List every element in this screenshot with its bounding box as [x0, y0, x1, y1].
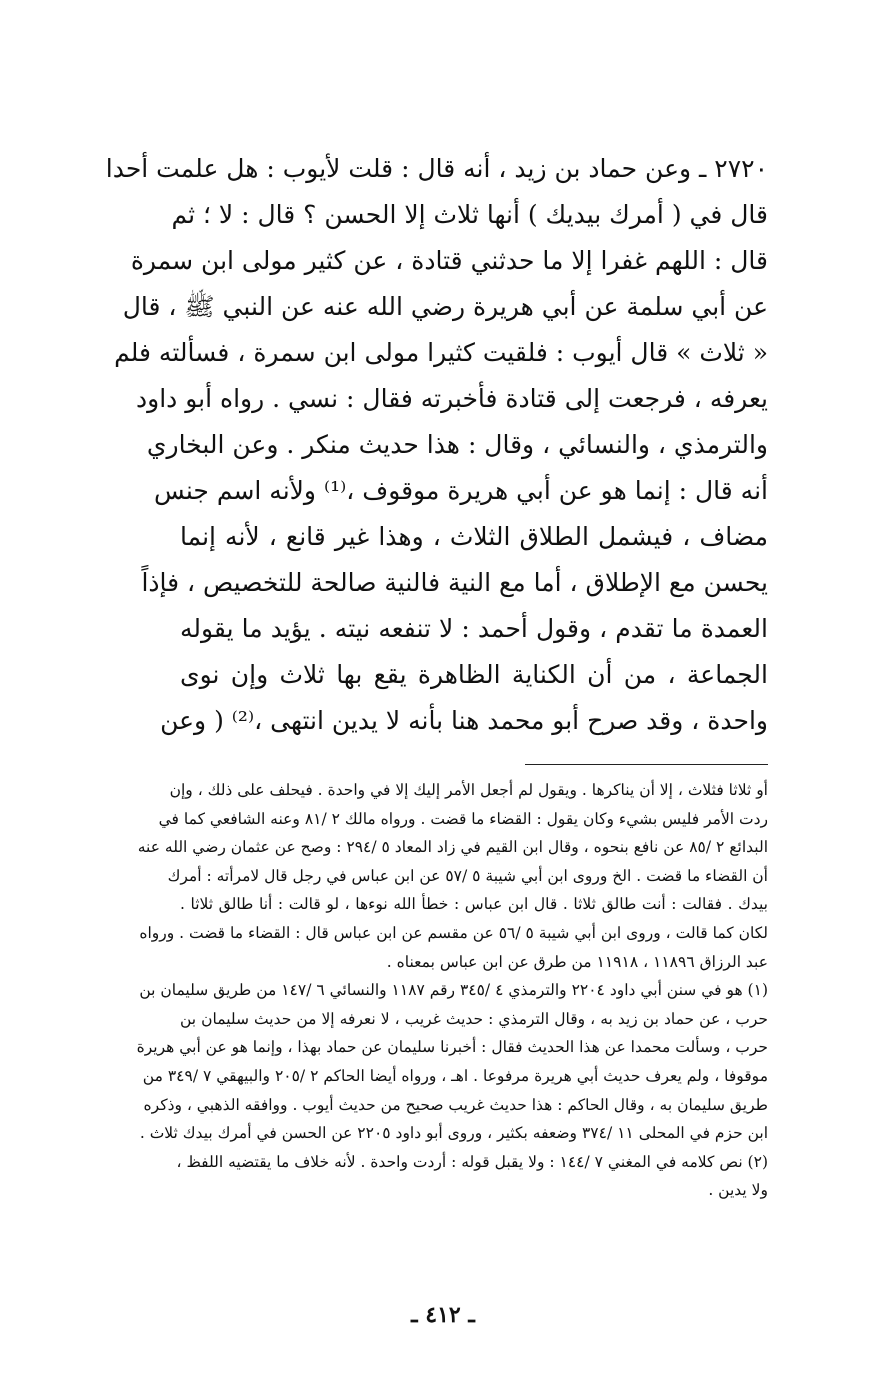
footnote-1-line: طريق سليمان به ، وقال الحاكم : هذا حديث غريب صحيح من حديث أيوب . ووافقه الذهبي ، وذكره	[143, 1095, 768, 1114]
footnote-line: أو ثلاثا فثلاث ، إلا أن يناكرها . ويقول لم أجعل الأمر إليك إلا في واحدة . فيحلف على ذلك ، وإن	[169, 781, 768, 799]
page-number: ـ ٤١٢ ـ	[411, 1302, 475, 1328]
footnote-line: بيدك . فقالت : أنت طالق ثلاثا . قال ابن عباس : خطأ الله نوءها ، لو قالت : أنا طالق ثلاثا .	[180, 895, 768, 914]
main-text-line: قال : اللهم غفرا إلا ما حدثني قتادة ، عن كثير مولى ابن سمرة	[130, 246, 768, 275]
footnote-2-line: ولا يدين .	[708, 1181, 768, 1200]
footnote-2-line: (٢) نص كلامه في المغني ٧ /١٤٤ : ولا يقبل قوله : أردت واحدة . لأنه خلاف ما يقتضيه اللفظ ،	[176, 1152, 768, 1171]
footnote-1-line: ابن حزم في المحلى ١١ /٣٧٤ وضعفه بكثير ، وروى أبو داود ٢٢٠٥ عن الحسن في أمرك بيدك ثلاث .	[139, 1124, 768, 1143]
footnote-1-line: موقوفا ، ولم يعرف حديث أبي هريرة مرفوعا . اهـ ، ورواه أيضا الحاكم ٢ /٢٠٥ والبيهقي ٧ /٣٤٩ من	[142, 1066, 768, 1085]
footnote-1-line: حرب ، عن حماد بن زيد به ، وقال الترمذي : حديث غريب ، لا نعرفه إلا من حديث سليمان بن	[180, 1009, 768, 1028]
footnote-1-line: (١) هو في سنن أبي داود ٢٢٠٤ والترمذي ٤ /٣٤٥ رقم ١١٨٧ والنسائي ٦ /١٤٧ من طريق سليمان بن	[139, 981, 768, 1000]
footnote-separator	[525, 764, 768, 765]
main-text	[105, 146, 768, 744]
main-text-line: واحدة ، وقد صرح أبو محمد هنا بأنه لا يدين انتهى ،⁽²⁾ ( وعن	[160, 706, 768, 735]
main-text-line: ٢٧٢٠ ـ وعن حماد بن زيد ، أنه قال : قلت لأيوب : هل علمت أحدا	[105, 154, 768, 183]
main-text-line: عن أبي سلمة عن أبي هريرة رضي الله عنه عن النبي ﷺ ، قال	[122, 292, 768, 321]
main-text-line: « ثلاث » قال أيوب : فلقيت كثيرا مولى ابن سمرة ، فسألته فلم	[114, 338, 768, 367]
main-text-line: يحسن مع الإطلاق ، أما مع النية فالنية صالحة للتخصيص ، فإذاً	[141, 568, 768, 597]
main-text-line: العمدة ما تقدم ، وقول أحمد : لا تنفعه نيته . يؤيد ما يقوله	[180, 614, 768, 643]
footnote-line: أن القضاء ما قضت . الخ وروى ابن أبي شيبة ٥ /٥٧ عن ابن عباس في رجل قال لامرأته : أمرك	[167, 866, 768, 885]
footnote-line: لكان كما قالت ، وروى ابن أبي شيبة ٥ /٥٦ عن مقسم عن ابن عباس قال : القضاء ما قضت . ورواه	[139, 923, 768, 942]
main-text-line: الجماعة ، من أن الكناية الظاهرة يقع بها ثلاث وإن نوى	[180, 660, 768, 689]
main-text-line: والترمذي ، والنسائي ، وقال : هذا حديث منكر . وعن البخاري	[146, 430, 768, 459]
footnote-1-line: حرب ، وسألت محمدا عن هذا الحديث فقال : أخبرنا سليمان عن حماد بهذا ، وإنما هو عن أبي هريرة	[136, 1038, 768, 1057]
main-text-line: مضاف ، فيشمل الطلاق الثلاث ، وهذا غير قانع ، لأنه إنما	[180, 522, 768, 551]
main-text-line: قال في ( أمرك بيديك ) أنها ثلاث إلا الحسن ؟ قال : لا ؛ ثم	[171, 200, 768, 229]
footnote-line: ردت الأمر فليس بشيء وكان يقول : القضاء ما قضت . ورواه مالك ٢ /٨١ وعنه الشافعي كما في	[158, 809, 768, 828]
footnote-line: عبد الرزاق ١١٨٩٦ ، ١١٩١٨ من طرق عن ابن عباس بمعناه .	[386, 952, 768, 971]
footnotes	[136, 776, 768, 1205]
main-text-line: أنه قال : إنما هو عن أبي هريرة موقوف ،⁽¹⁾ ولأنه اسم جنس	[154, 476, 768, 505]
main-text-line: يعرفه ، فرجعت إلى قتادة فأخبرته فقال : نسي . رواه أبو داود	[135, 384, 768, 413]
footnote-line: البدائع ٢ /٨٥ عن نافع بنحوه ، وقال ابن القيم في زاد المعاد ٥ /٢٩٤ : وصح عن عثمان رضي الله عنه	[137, 838, 768, 857]
